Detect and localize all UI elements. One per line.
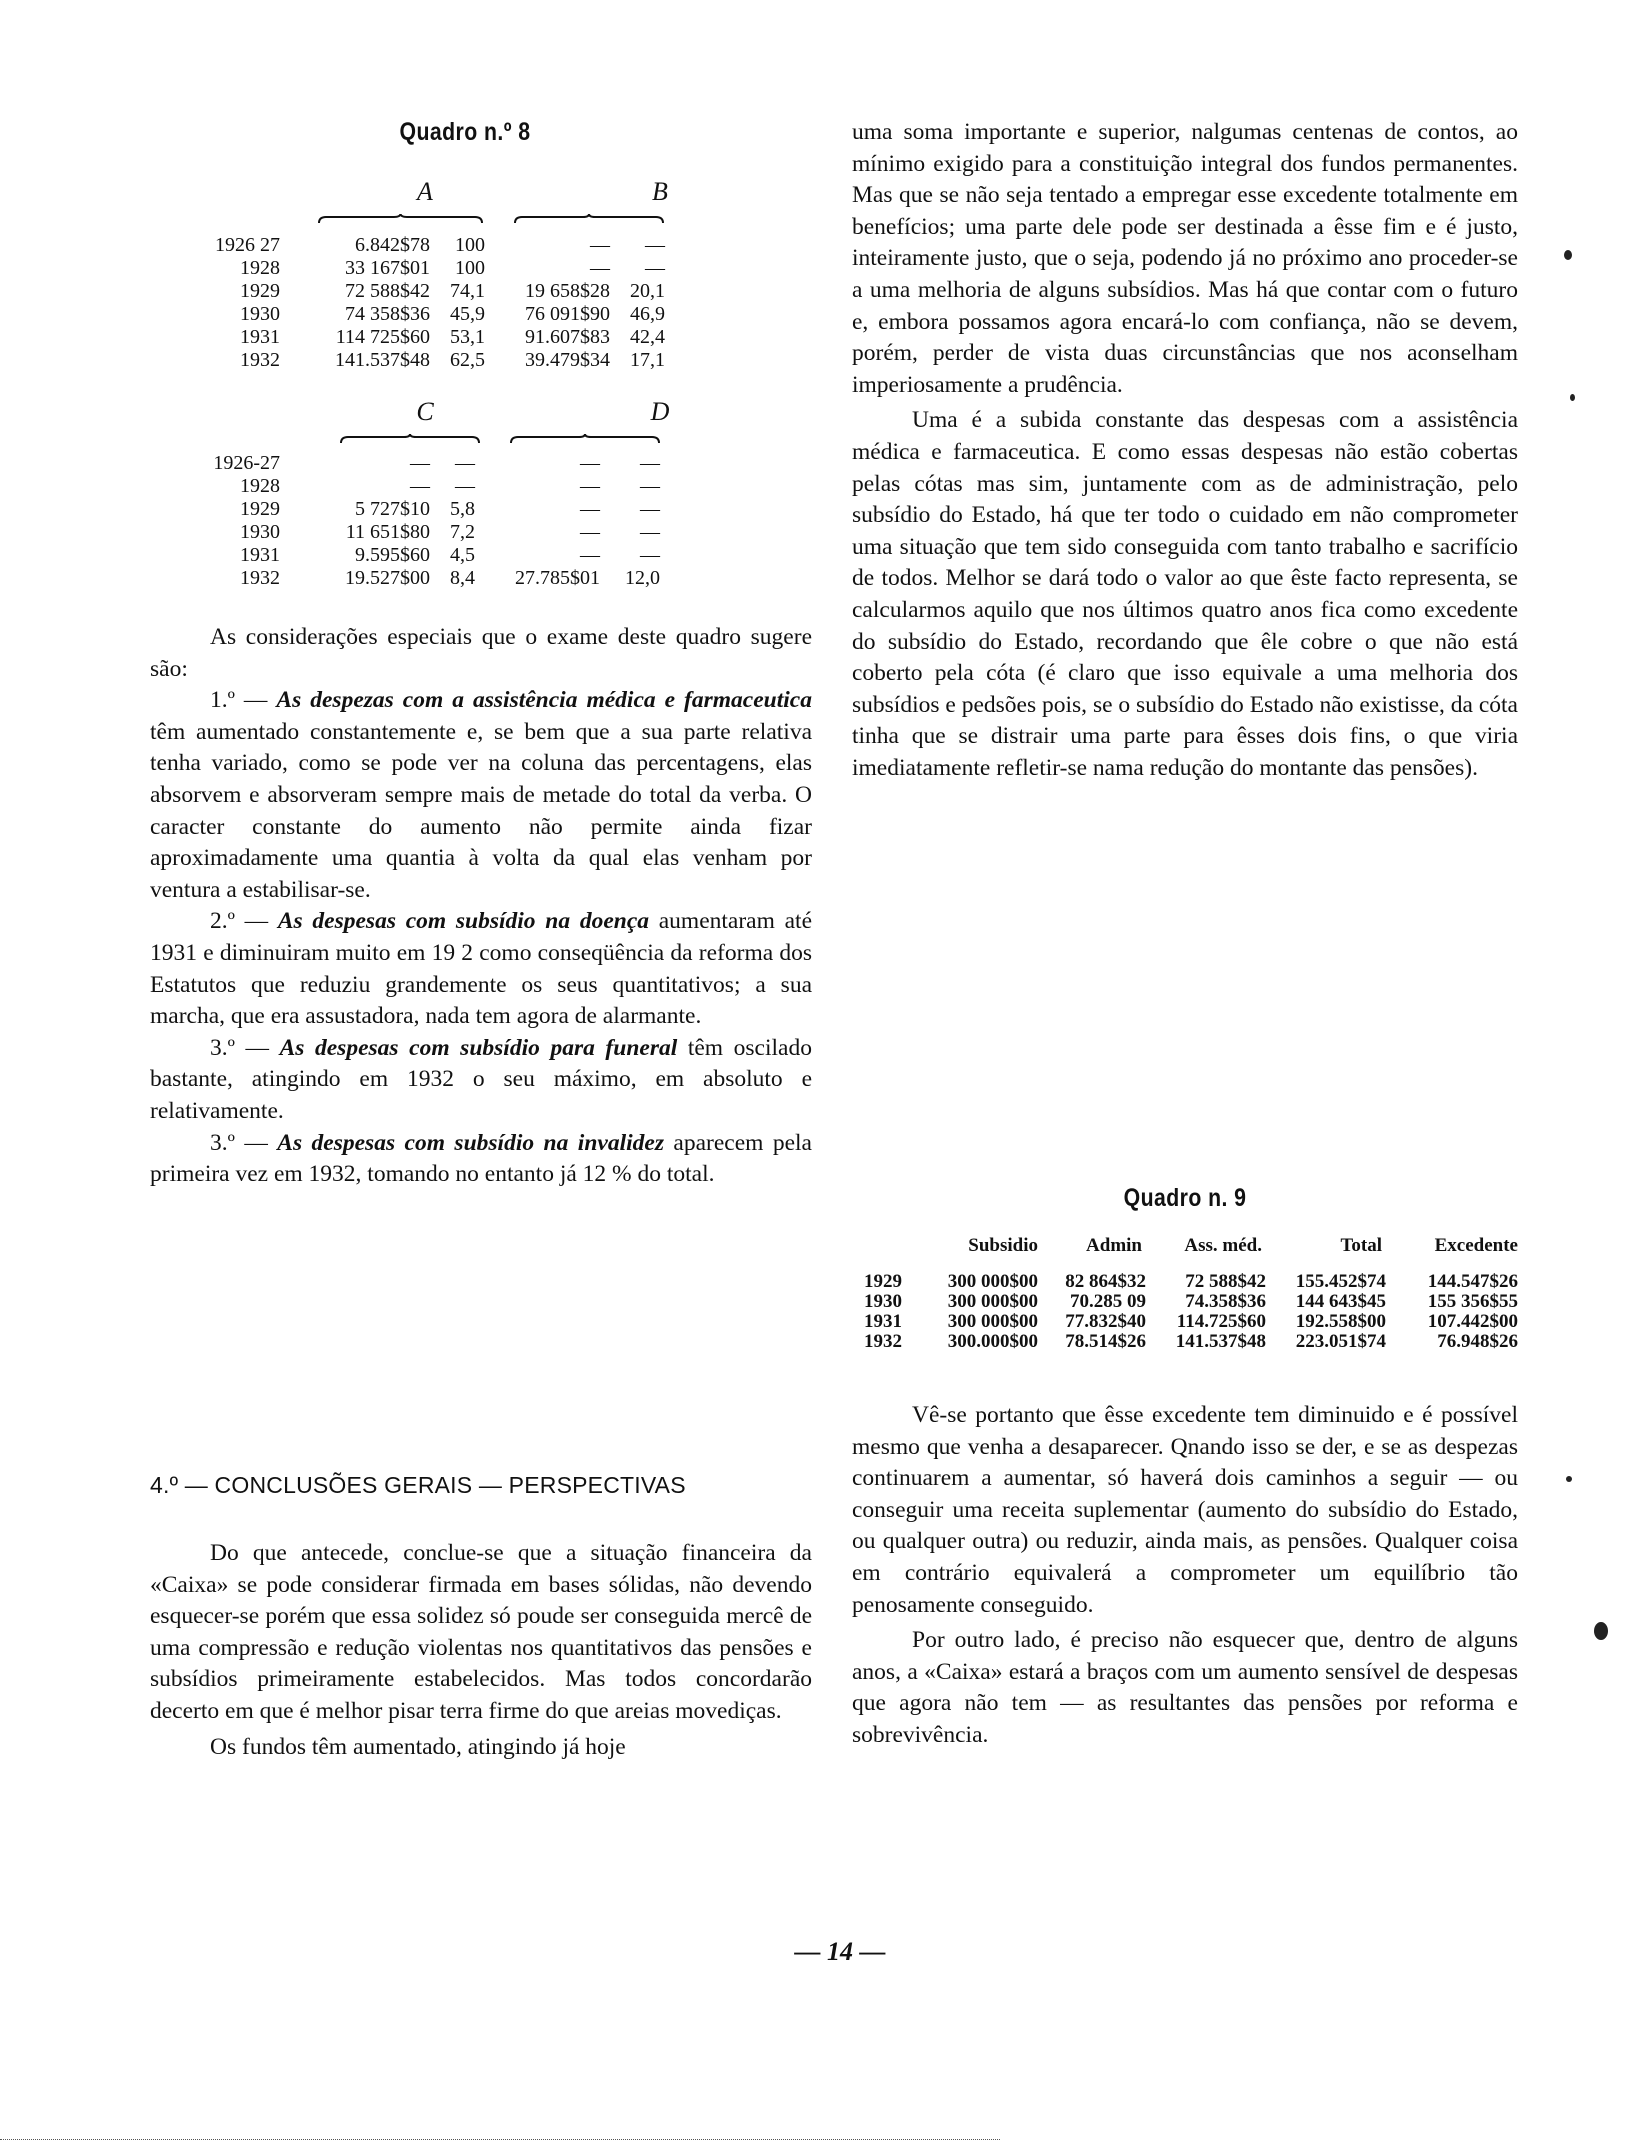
b-value: — — [590, 257, 610, 279]
scan-speck — [1566, 1476, 1572, 1482]
c-percent: — — [455, 475, 475, 497]
total-cell: 192.558$00 — [1295, 1311, 1386, 1332]
group-b-label: B — [652, 177, 668, 206]
intro-paragraph: As considerações especiais que o exame deste quadro sugere são: — [150, 624, 812, 682]
item-4-paragraph — [150, 1128, 812, 1191]
d-value: 27.785$01 — [515, 567, 600, 589]
a-value: 33 167$01 — [345, 257, 430, 279]
item-3-emphasis: As despesas com subsídio para funeral — [279, 1034, 678, 1061]
year-cell: 1929 — [864, 1271, 902, 1292]
vese-paragraph: Vê-se portanto que êsse excedente tem diminuido e é possível mesmo que venha a desaparecer. Qnando isso se der, e se as despezas continuarem a aumentar, só haverá dois caminhos a seguir — ou conseguir uma receita suplementar (aumento do subsídio do Estado, ou qualquer outra) ou reduzir, ainda mais, as pensões. Qualquer coisa em contrário equivalerá a comprometer um equilíbrio tão penosamente conseguido. — [852, 1402, 1518, 1618]
year-cell: 1930 — [240, 521, 280, 543]
a-value: 74 358$36 — [345, 303, 430, 325]
year-cell: 1928 — [240, 475, 280, 497]
scan-speck — [1570, 394, 1575, 401]
excedente-cell: 155 356$55 — [1427, 1291, 1518, 1312]
year-cell: 1930 — [240, 303, 280, 325]
table-row — [200, 498, 760, 521]
b-value: 91.607$83 — [525, 326, 610, 348]
total-cell: 144 643$45 — [1295, 1291, 1386, 1312]
year-cell: 1928 — [240, 257, 280, 279]
group-a-label: A — [417, 177, 433, 206]
a-value: 6.842$78 — [355, 234, 430, 256]
ass-med-cell: 72 588$42 — [1185, 1271, 1266, 1292]
c-percent: 8,4 — [450, 567, 475, 589]
d-value: — — [580, 475, 600, 497]
c-value: 9.595$60 — [355, 544, 430, 566]
table-row — [200, 544, 760, 567]
c-value: 5 727$10 — [355, 498, 430, 520]
total-cell: 155.452$74 — [1295, 1271, 1386, 1292]
b-percent: 20,1 — [630, 280, 665, 302]
ass-med-cell: 114.725$60 — [1176, 1311, 1266, 1332]
d-percent: — — [640, 498, 660, 520]
scan-speck — [1594, 1622, 1608, 1640]
d-value: — — [580, 521, 600, 543]
year-cell: 1929 — [240, 280, 280, 302]
quadro-8-table-ab — [200, 177, 760, 380]
b-value: 76 091$90 — [525, 303, 610, 325]
group-c-label: C — [416, 397, 434, 426]
item-1-paragraph — [150, 685, 812, 906]
excedente-cell: 144.547$26 — [1427, 1271, 1518, 1292]
b-percent: — — [645, 234, 665, 256]
table-row — [200, 257, 760, 280]
item-1-text: têm aumentado constantemente e, se bem que a sua parte relativa tenha variado, como se pode ver na coluna das percentagens, elas absorvem e absorveram sempre mais de metade do total da verba. O caracter constante do aumento não permite ainda fizar aproximadamente uma quantia à volta da qual elas venham por ventura a estabilisar-se. — [150, 718, 812, 903]
a-value: 72 588$42 — [345, 280, 430, 302]
year-cell: 1931 — [864, 1311, 902, 1332]
item-3-paragraph — [150, 1033, 812, 1128]
c-value: — — [410, 452, 430, 474]
item-4-number: 3.º — — [210, 1129, 278, 1156]
uma-paragraph: Uma é a subida constante das despesas com a assistência médica e farmaceutica. E como essas despesas não estão cobertas pelas cótas mas sim, juntamente com as de administração, pelo subsídio do Estado, há que ter todo o cuidado em não comprometer uma situação que tem sido conseguida com tanto trabalho e sacrifício de todos. Melhor se dará todo o valor ao que êste facto representa, se calcularmos aquilo que nos últimos quatro anos fica como excedente do subsídio do Estado, recordando que êle cobre o que não está coberto pela cóta (é claro que isso equivale a uma melhoria dos subsídios e pedsões pois, se o subsídio do Estado não existisse, da cóta tinha que se distrair uma parte para êsses dois fins, o que viria imediatamente refletir-se nama redução do montante das pensões). — [852, 407, 1518, 781]
year-cell: 1931 — [240, 544, 280, 566]
item-3-text: têm oscilado bastante, atingindo em 1932 o seu máximo, em absoluto e relativamente. — [150, 1034, 812, 1124]
year-cell: 1931 — [240, 326, 280, 348]
item-1-emphasis: As despezas com a assistência médica e farmaceutica — [276, 687, 812, 714]
excedente-cell: 107.442$00 — [1427, 1311, 1518, 1332]
subsidio-cell: 300 000$00 — [947, 1311, 1038, 1332]
item-4-emphasis: As despesas com subsídio na invalidez — [277, 1129, 664, 1156]
item-2-text: aumentaram até 1931 e diminuiram muito em 19 2 como conseqüência da reforma dos Estatutos que reduziu grandemente os seus quantitativos; a sua marcha, que era assustadora, nada tem agora de alarmante. — [150, 908, 812, 1030]
table-row — [200, 521, 760, 544]
year-cell: 1929 — [240, 498, 280, 520]
d-percent: 12,0 — [625, 567, 660, 589]
continued-paragraph: uma soma importante e superior, nalgumas centenas de contos, ao mínimo exigido para a constituição integral dos fundos permanentes. Mas que se não seja tentado a empregar esse excedente totalmente em benefícios; uma parte dele pode ser destinada a êsse fim e é justo, inteiramente justo, que o seja, podendo já no próximo ano proceder-se a uma melhoria de alguns subsídios. Mas há que contar com o futuro e, embora possamos agora encará-lo com confiança, não se devem, porém, perder de vista duas circunstâncias que nos aconselham imperiosamente a prudência. — [852, 119, 1518, 398]
a-percent: 53,1 — [450, 326, 485, 348]
quadro-9-table — [852, 1236, 1522, 1366]
c-value: 11 651$80 — [345, 521, 430, 543]
table-row — [200, 303, 760, 326]
group-d-label: D — [650, 397, 670, 426]
d-value: — — [580, 498, 600, 520]
b-percent: 46,9 — [630, 303, 665, 325]
year-cell: 1932 — [240, 349, 280, 371]
a-value: 114 725$60 — [335, 326, 430, 348]
fundos-paragraph: Os fundos têm aumentado, atingindo já hoje — [210, 1733, 626, 1760]
quadro-8-title: Quadro n.º 8 — [399, 118, 531, 146]
b-percent: — — [645, 257, 665, 279]
a-percent: 74,1 — [450, 280, 485, 302]
b-value: 39.479$34 — [525, 349, 610, 371]
subsidio-cell: 300.000$00 — [947, 1331, 1038, 1352]
header-ass-med: Ass. méd. — [1184, 1235, 1262, 1256]
table-row — [200, 452, 760, 475]
left-column-conclusion — [150, 1538, 812, 1763]
admin-cell: 70.285 09 — [1070, 1291, 1146, 1312]
d-value: — — [580, 452, 600, 474]
b-value: — — [590, 234, 610, 256]
item-2-paragraph — [150, 906, 812, 1032]
header-total: Total — [1340, 1235, 1382, 1256]
quadro-9-title: Quadro n. 9 — [1123, 1184, 1247, 1212]
year-cell: 1926-27 — [213, 452, 280, 474]
conclusion-paragraph: Do que antecede, conclue-se que a situação financeira da «Caixa» se pode considerar firmada em bases sólidas, não devendo esquecer-se porém que essa solidez só poude ser conseguida mercê de uma compressão e redução violentas nos quantitativos das pensões e subsídios primeiramente estabelecidos. Mas todos concordarão decerto em que é melhor pisar terra firme do que areias movediças. — [150, 1540, 812, 1724]
b-value: 19 658$28 — [525, 280, 610, 302]
excedente-cell: 76.948$26 — [1437, 1331, 1518, 1352]
table-row — [200, 349, 760, 372]
d-percent: — — [640, 475, 660, 497]
ass-med-cell: 141.537$48 — [1175, 1331, 1266, 1352]
table-row — [200, 567, 760, 590]
d-value: — — [580, 544, 600, 566]
item-2-number: 2.º — — [210, 908, 278, 935]
subsidio-cell: 300 000$00 — [947, 1271, 1038, 1292]
header-excedente: Excedente — [1434, 1235, 1518, 1256]
admin-cell: 77.832$40 — [1065, 1311, 1146, 1332]
group-d-brace — [510, 434, 660, 444]
c-percent: 5,8 — [450, 498, 475, 520]
group-b-brace — [514, 214, 664, 224]
quadro-8-table-cd — [200, 397, 760, 600]
year-cell: 1930 — [864, 1291, 902, 1312]
scan-speck — [1564, 250, 1572, 260]
scan-edge-line — [0, 2139, 1000, 2140]
a-percent: 62,5 — [450, 349, 485, 371]
table-row — [200, 326, 760, 349]
admin-cell: 82 864$32 — [1065, 1271, 1146, 1292]
d-percent: — — [640, 521, 660, 543]
a-value: 141.537$48 — [335, 349, 430, 371]
subsidio-cell: 300 000$00 — [947, 1291, 1038, 1312]
item-3-number: 3.º — — [210, 1034, 280, 1061]
table-row — [200, 234, 760, 257]
group-a-brace — [318, 214, 483, 224]
a-percent: 100 — [455, 234, 485, 256]
year-cell: 1932 — [864, 1331, 902, 1352]
d-percent: — — [640, 544, 660, 566]
a-percent: 100 — [455, 257, 485, 279]
header-admin: Admin — [1086, 1235, 1142, 1256]
item-4-text: aparecem pela primeira vez em 1932, tomando no entanto já 12 % do total. — [150, 1129, 812, 1188]
c-percent: — — [455, 452, 475, 474]
admin-cell: 78.514$26 — [1065, 1331, 1146, 1352]
left-column — [150, 622, 812, 1191]
b-percent: 17,1 — [630, 349, 665, 371]
right-column-lower — [852, 1400, 1518, 1752]
total-cell: 223.051$74 — [1295, 1331, 1386, 1352]
table-row — [200, 280, 760, 303]
section-heading: 4.º — CONCLUSÕES GERAIS — PERSPECTIVAS — [150, 1472, 686, 1498]
item-1-number: 1.º — — [210, 687, 277, 714]
c-percent: 4,5 — [450, 544, 475, 566]
a-percent: 45,9 — [450, 303, 485, 325]
c-value: — — [410, 475, 430, 497]
c-value: 19.527$00 — [345, 567, 430, 589]
item-2-emphasis: As despesas com subsídio na doença — [277, 908, 650, 935]
d-percent: — — [640, 452, 660, 474]
page-number: — 14 — — [794, 1937, 886, 1966]
year-cell: 1932 — [240, 567, 280, 589]
group-c-brace — [340, 434, 480, 444]
header-subsidio: Subsidio — [968, 1235, 1038, 1256]
table-row — [200, 475, 760, 498]
outro-lado-paragraph: Por outro lado, é preciso não esquecer que, dentro de alguns anos, a «Caixa» estará a braços com um aumento sensível de despesas que agora não tem — as resultantes das pensões por reforma e sobrevivência. — [852, 1627, 1518, 1748]
year-cell: 1926 27 — [215, 234, 280, 256]
c-percent: 7,2 — [450, 521, 475, 543]
ass-med-cell: 74.358$36 — [1185, 1291, 1266, 1312]
b-percent: 42,4 — [630, 326, 665, 348]
right-column — [852, 117, 1518, 784]
